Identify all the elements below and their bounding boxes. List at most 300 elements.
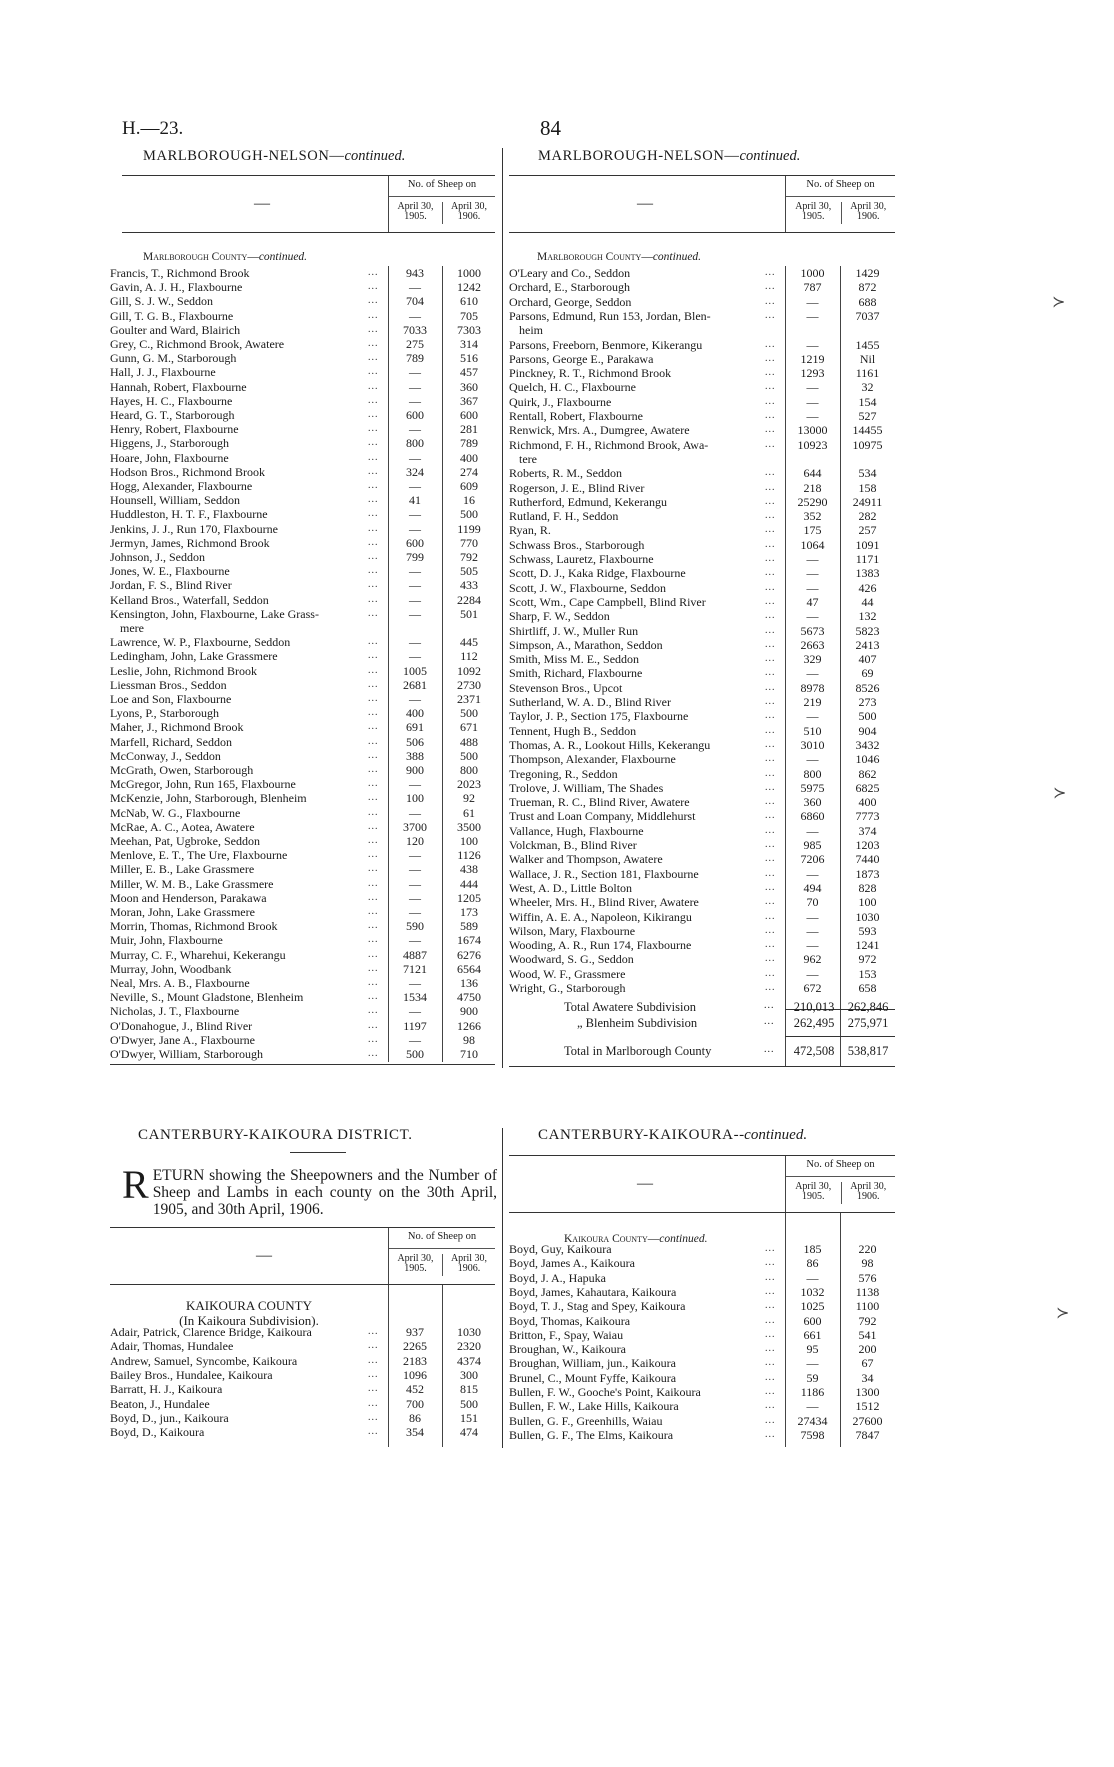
owner-name: Orchard, E., Starborough [509, 280, 630, 295]
sheep-1906: 1138 [855, 1284, 880, 1299]
sheep-1905: 100 [406, 791, 424, 806]
sheep-1906: 300 [460, 1367, 478, 1382]
owner-name: Andrew, Samuel, Syncombe, Kaikoura [110, 1353, 298, 1368]
sheep-1906: 1046 [855, 752, 880, 767]
table-row [509, 781, 895, 795]
owner-name: Quelch, H. C., Flaxbourne [509, 380, 636, 395]
sheep-1906: 972 [858, 952, 877, 967]
sheep-1906: 100 [460, 834, 478, 848]
kaikoura-subdivision-note: (In Kaikoura Subdivision). [179, 1313, 319, 1328]
sheep-1905: 800 [406, 436, 424, 451]
owner-name: Murray, C. F., Wharehui, Kekerangu [110, 947, 286, 962]
leader-dots: ... [765, 667, 776, 679]
leader-dots: ... [368, 437, 379, 449]
kaikoura-county-heading: KAIKOURA COUNTY [185, 1298, 313, 1313]
table-row [509, 609, 895, 623]
sheep-1906: 67 [861, 1356, 874, 1371]
leader-dots: ... [765, 696, 776, 707]
sheep-1905: 1293 [800, 366, 825, 381]
leader-dots: ... [368, 1019, 379, 1031]
table-row [509, 509, 895, 523]
sheep-1906: 2023 [457, 777, 481, 792]
sheep-1906: 34 [861, 1370, 874, 1385]
owner-name: Grey, C., Richmond Brook, Awatere [110, 337, 285, 351]
table-row [509, 738, 895, 752]
right-bottom-county-heading: Kaikoura County—continued. [564, 1233, 708, 1245]
leader-dots: ... [368, 281, 379, 293]
sheep-1905: 787 [803, 280, 822, 295]
owner-name: Liessman Bros., Seddon [110, 677, 227, 692]
owner-name: Jones, W. E., Flaxbourne [110, 564, 230, 579]
owner-name: Neville, S., Mount Gladstone, Blenheim [110, 990, 304, 1005]
sheep-1905: — [409, 862, 421, 877]
sheep-1906: 705 [460, 308, 478, 323]
table-row [509, 867, 895, 881]
owner-name: Shirtliff, J. W., Muller Run [509, 623, 639, 638]
leader-dots: ... [765, 295, 776, 307]
sheep-1906: 4374 [457, 1353, 481, 1368]
table-row [110, 948, 495, 962]
sheep-1905: 704 [406, 294, 424, 309]
sheep-1906: 576 [858, 1270, 877, 1285]
sheep-1906: Nil [859, 351, 876, 366]
owner-name: Loe and Son, Flaxbourne [110, 692, 232, 706]
table-row [110, 578, 495, 592]
sheep-1905: 590 [406, 919, 424, 934]
table-row [110, 436, 495, 450]
owner-name: Tregoning, R., Seddon [509, 766, 618, 781]
table-row [509, 1342, 895, 1356]
leader-dots: ... [368, 664, 379, 676]
owner-name: Tennent, Hugh B., Seddon [509, 723, 637, 738]
owner-name: Parsons, George E., Parakawa [509, 351, 654, 366]
table-row [509, 752, 895, 766]
owner-name: Boyd, Thomas, Kaikoura [509, 1313, 631, 1328]
sheep-1905: — [806, 337, 819, 352]
owner-name: Smith, Richard, Flaxbourne [509, 666, 643, 681]
sheep-1906: 7303 [457, 322, 481, 337]
sheep-1906: 541 [858, 1327, 877, 1342]
owner-name: Scott, J. W., Flaxbourne, Seddon [509, 580, 667, 595]
owner-name: Ledingham, John, Lake Grassmere [110, 649, 278, 664]
sheep-1905: 47 [806, 594, 819, 609]
table-row [509, 924, 895, 938]
margin-tick-mark-3: ≻ [1056, 1303, 1070, 1322]
owner-name: Trolove, J. William, The Shades [509, 780, 664, 795]
sheep-1906: 828 [858, 880, 877, 895]
leader-dots: ... [765, 939, 776, 951]
table-row [509, 266, 895, 280]
sheep-1905: — [409, 848, 421, 863]
owner-name: Johnson, J., Seddon [110, 550, 206, 564]
sheep-1906: 200 [858, 1342, 877, 1357]
leader-dots: ... [765, 1328, 776, 1340]
sheep-1905: 5673 [800, 623, 825, 638]
owner-name: Wheeler, Mrs. H., Blind River, Awatere [509, 895, 699, 910]
sheep-1906: 2413 [855, 637, 880, 652]
sheep-1906: 593 [858, 923, 877, 938]
sheep-1905: — [806, 308, 819, 323]
leader-dots: ... [765, 1271, 776, 1283]
owner-name: Gill, S. J. W., Seddon [110, 294, 214, 309]
sheep-1905: — [409, 905, 421, 919]
leader-dots: ... [368, 1426, 379, 1438]
sheep-1906: 374 [858, 823, 877, 838]
table-row [110, 820, 495, 834]
owner-name: Leslie, John, Richmond Brook [110, 663, 257, 678]
sheep-1905: 7598 [800, 1427, 825, 1442]
leader-dots: ... [765, 1414, 776, 1426]
table-row [110, 1004, 495, 1018]
table-row [110, 394, 495, 408]
sheep-1906: 445 [460, 635, 478, 650]
table-row [110, 848, 495, 862]
owner-name: Goulter and Ward, Blairich [110, 322, 241, 337]
owner-name: Gunn, G. M., Starborough [110, 351, 237, 366]
leader-dots: ... [765, 538, 776, 550]
owner-name: Gill, T. G. B., Flaxbourne [110, 308, 234, 323]
leader-dots: ... [765, 1357, 776, 1369]
owner-name: Britton, F., Spay, Waiau [509, 1327, 624, 1342]
owner-name: O'Leary and Co., Seddon [509, 266, 631, 280]
table-row [509, 1299, 895, 1313]
table-row [509, 638, 895, 652]
sheep-1905: 789 [406, 351, 424, 366]
sheep-1905: — [806, 923, 819, 938]
table-row [509, 1285, 895, 1299]
sheep-1905: 1064 [800, 537, 825, 552]
table-row [509, 595, 895, 609]
owner-name: Wiffin, A. E. A., Napoleon, Kikirangu [509, 909, 692, 924]
sheep-1906: 281 [460, 422, 478, 437]
leader-dots: ... [368, 295, 379, 307]
sheep-1906: 154 [858, 394, 877, 409]
leader-dots: ... [765, 867, 776, 879]
column-divider-bottom [502, 1128, 503, 1448]
leader-dots: ... [368, 906, 379, 917]
leader-dots: ... [368, 451, 379, 463]
table-row [110, 451, 495, 465]
table-row [509, 952, 895, 966]
sheep-1906: 1091 [855, 537, 880, 552]
sheep-1906: 32 [861, 380, 874, 395]
sheep-1905: — [806, 552, 819, 566]
table-row [110, 1019, 495, 1033]
right-top-table-body [509, 266, 895, 1066]
leader-dots: ... [368, 494, 379, 506]
sheep-1906: 500 [858, 709, 877, 724]
sheep-1906: 173 [460, 905, 478, 919]
page-number: 84 [540, 116, 561, 140]
owner-name: Brunel, C., Mount Fyffe, Kaikoura [509, 1370, 677, 1385]
leader-dots: ... [765, 1400, 776, 1412]
sheep-1906: 1241 [855, 938, 880, 953]
sheep-1905: 324 [406, 464, 424, 479]
leader-dots: ... [368, 579, 379, 591]
sheep-1906: 27600 [852, 1413, 883, 1428]
sheep-1905: 354 [406, 1425, 424, 1440]
owner-name: Boyd, Guy, Kaikoura [509, 1242, 612, 1256]
table-row [509, 495, 895, 509]
sheep-1906: 1161 [855, 366, 880, 381]
sheep-1906: 710 [460, 1047, 478, 1061]
sheep-1905: — [409, 890, 421, 905]
leader-dots: ... [765, 1428, 776, 1440]
leader-dots: ... [765, 438, 776, 450]
left-top-bottom-rule [110, 1064, 495, 1065]
table-row [509, 295, 895, 309]
leader-dots: ... [765, 495, 776, 507]
owner-name: Heard, G. T., Starborough [110, 408, 235, 422]
owner-name: Boyd, D., jun., Kaikoura [110, 1410, 229, 1425]
table-row [110, 635, 495, 649]
leader-dots: ... [765, 924, 776, 936]
owner-name: O'Dwyer, William, Starborough [110, 1047, 263, 1061]
table-row [110, 976, 495, 990]
sheep-1905: 900 [406, 763, 424, 777]
leader-dots: ... [368, 1383, 379, 1395]
table-row [110, 834, 495, 848]
leader-dots: ... [765, 824, 776, 836]
table-row [110, 465, 495, 479]
sheep-1906: 500 [460, 706, 478, 721]
table-row [509, 352, 895, 366]
leader-dots: ... [765, 424, 776, 436]
table-row [110, 933, 495, 947]
leader-dots: ... [368, 806, 379, 818]
sheep-1905: — [409, 422, 421, 437]
table-row [110, 990, 495, 1004]
sheep-1905: — [409, 564, 421, 579]
sheep-1906: 792 [460, 550, 478, 564]
table-row [509, 366, 895, 380]
leader-dots: ... [765, 1314, 776, 1326]
leader-dots: ... [368, 480, 379, 491]
sheep-1905: 600 [803, 1313, 822, 1328]
table-row [110, 706, 495, 720]
leader-dots: ... [765, 767, 776, 779]
table-row [509, 581, 895, 595]
owner-name: Sharp, F. W., Seddon [509, 609, 610, 624]
leader-dots: ... [368, 891, 379, 903]
owner-name: McNab, W. G., Flaxbourne [110, 805, 241, 820]
leader-dots: ... [368, 1033, 379, 1045]
leader-dots: ... [368, 849, 379, 861]
sheep-1905: 95 [806, 1342, 819, 1357]
sheep-1905: 329 [803, 652, 822, 667]
sheep-1905: — [409, 1004, 421, 1019]
table-row [110, 791, 495, 805]
sheep-1906: 457 [460, 365, 478, 380]
sheep-1905: — [806, 294, 819, 309]
leader-dots: ... [368, 394, 379, 406]
sheep-1905: — [806, 394, 819, 409]
table-row [509, 523, 895, 537]
sheep-1905: 600 [406, 408, 424, 422]
table-row [509, 1356, 895, 1370]
leader-dots: ... [765, 967, 776, 979]
owner-name: McKenzie, John, Starborough, Blenheim [110, 791, 307, 806]
leader-dots: ... [368, 352, 379, 364]
sheep-1905: — [409, 308, 421, 323]
return-intro-paragraph [122, 1162, 497, 1218]
owner-name: Higgens, J., Starborough [110, 436, 229, 451]
table-row [110, 664, 495, 678]
table-row [509, 895, 895, 909]
owner-name: Richmond, F. H., Richmond Brook, Awa- [509, 437, 709, 452]
owner-name: Wallace, J. R., Section 181, Flaxbourne [509, 866, 699, 881]
owner-name: Woodward, S. G., Seddon [509, 952, 634, 967]
sheep-1906: 501 [460, 606, 478, 621]
table-row [509, 380, 895, 394]
table-row-continuation [110, 621, 495, 635]
leader-dots: ... [765, 524, 776, 536]
sheep-1905: 10923 [797, 437, 828, 452]
sheep-1905: — [409, 592, 421, 607]
sheep-1906: 1171 [855, 552, 880, 566]
owner-name: Boyd, J. A., Hapuka [509, 1270, 606, 1285]
owner-name: Maher, J., Richmond Brook [110, 720, 244, 735]
leader-dots: ... [765, 610, 776, 622]
sheep-1906: 1199 [457, 521, 481, 536]
leader-dots: ... [368, 934, 379, 946]
table-row [110, 678, 495, 692]
sheep-1905: — [409, 393, 421, 408]
leader-dots: ... [368, 1397, 379, 1409]
sheep-1906: 1873 [855, 866, 880, 881]
sheep-1905: — [806, 966, 819, 981]
sheep-1905: 691 [406, 720, 424, 735]
total-blenheim-row: „ Blenheim Subdivision ... 262,495 275,971 [577, 1016, 889, 1030]
sheep-1905: — [409, 649, 421, 664]
sheep-1905: — [806, 566, 819, 581]
owner-name: Boyd, James, Kahautara, Kaikoura [509, 1284, 677, 1299]
table-row [110, 720, 495, 734]
owner-name: McGregor, John, Run 165, Flaxbourne [110, 777, 296, 792]
owner-name: Taylor, J. P., Section 175, Flaxbourne [509, 709, 689, 724]
sheep-1906: 14455 [852, 423, 883, 438]
sheep-1906: 426 [858, 580, 877, 595]
leader-dots: ... [368, 1354, 379, 1366]
sheep-1906: 1030 [457, 1325, 481, 1339]
left-top-table-header: — No. of Sheep on April 30, 1905. April 30, 1906. [122, 175, 495, 233]
sheep-1906: 3500 [457, 819, 481, 834]
owner-name: Volckman, B., Blind River [509, 838, 637, 852]
table-row [110, 550, 495, 564]
sheep-1906: 2284 [457, 592, 481, 607]
intro-text: ETURN showing the Sheepowners and the Number of Sheep and Lambs in each county on the 30th April, 1905, and 30th April, 1906. [152, 1167, 497, 1218]
leader-dots: ... [765, 1300, 776, 1312]
owner-name: Bullen, F. W., Lake Hills, Kaikoura [509, 1399, 679, 1414]
sheep-1905: — [409, 578, 421, 593]
sheep-1905: 1096 [403, 1367, 427, 1382]
right-top-title: MARLBOROUGH-NELSON—continued. [538, 148, 801, 164]
table-row [110, 522, 495, 536]
table-row-continuation [509, 452, 895, 466]
sheep-1905: 219 [803, 695, 822, 709]
owner-name: Scott, Wm., Cape Campbell, Blind River [509, 594, 706, 609]
leader-dots: ... [765, 410, 776, 421]
sheep-1905: 7121 [403, 961, 427, 976]
sheep-1906: 69 [861, 666, 874, 681]
owner-name: Miller, W. M. B., Lake Grassmere [110, 876, 274, 891]
owner-name: Jenkins, J. J., Run 170, Flaxbourne [110, 521, 278, 536]
leader-dots: ... [368, 366, 379, 378]
sheep-1906: 534 [858, 466, 877, 481]
sheep-1906: 1203 [855, 838, 880, 852]
right-top-bottom-rule [509, 1066, 895, 1067]
table-row [509, 681, 895, 695]
sheep-1906: 872 [858, 280, 877, 295]
sheep-1906: 158 [858, 480, 877, 495]
owner-name: Lawrence, W. P., Flaxbourne, Seddon [110, 635, 291, 650]
table-row [509, 1428, 895, 1442]
owner-name: Morrin, Thomas, Richmond Brook [110, 919, 278, 934]
total-marlborough-row: Total in Marlborough County ... 472,508 538,817 [564, 1044, 889, 1058]
leader-dots: ... [765, 567, 776, 579]
leader-dots: ... [765, 1285, 776, 1297]
leader-dots: ... [368, 778, 379, 790]
leader-dots: ... [765, 1386, 776, 1397]
leader-dots: ... [765, 281, 776, 293]
owner-name-continued: mere [120, 621, 144, 635]
sheep-1905: 800 [803, 766, 822, 781]
leader-dots: ... [368, 508, 379, 520]
table-row [110, 607, 495, 621]
leader-dots: ... [765, 881, 776, 893]
owner-name: Pinckney, R. T., Richmond Brook [509, 366, 672, 381]
sheep-1905: — [409, 876, 421, 891]
leader-dots: ... [368, 309, 379, 321]
sheep-1906: 7037 [855, 308, 880, 323]
sheep-1905: 506 [406, 734, 424, 749]
sheep-1905: — [806, 609, 819, 624]
leader-dots: ... [368, 693, 379, 704]
table-row [509, 1414, 895, 1428]
table-row [509, 1314, 895, 1328]
sheep-1906: 5823 [855, 623, 880, 638]
table-row [110, 365, 495, 379]
margin-tick-mark-1: ≻ [1052, 292, 1066, 311]
sheep-1905: 27434 [797, 1413, 828, 1428]
sheep-1906: 220 [858, 1242, 877, 1256]
sheep-1905: 4887 [403, 947, 427, 962]
sheep-1905: — [409, 805, 421, 820]
column-divider-top [502, 148, 503, 1068]
table-row [509, 1371, 895, 1385]
sheep-1906: 112 [460, 649, 478, 664]
sheep-1906: 527 [858, 409, 877, 423]
sheep-1905: 275 [406, 337, 424, 351]
leader-dots: ... [368, 835, 379, 846]
intro-short-rule [290, 1152, 346, 1153]
sheep-1905: 943 [406, 266, 424, 280]
sheep-1905: 1032 [800, 1284, 825, 1299]
owner-name: Trueman, R. C., Blind River, Awatere [509, 795, 690, 810]
leader-dots: ... [368, 593, 379, 605]
table-row [110, 1397, 495, 1411]
owner-name: Gavin, A. J. H., Flaxbourne [110, 280, 243, 295]
sheep-1906: 61 [463, 805, 475, 820]
leader-dots: ... [368, 1340, 379, 1352]
leader-dots: ... [368, 721, 379, 733]
table-row [509, 1242, 895, 1256]
right-bottom-title: CANTERBURY-KAIKOURA--continued. [538, 1127, 808, 1143]
sheep-1906: 400 [460, 450, 478, 465]
sheep-1906: 1000 [457, 266, 481, 280]
sheep-1906: 1126 [457, 848, 481, 863]
owner-name: Henry, Robert, Flaxbourne [110, 422, 239, 437]
